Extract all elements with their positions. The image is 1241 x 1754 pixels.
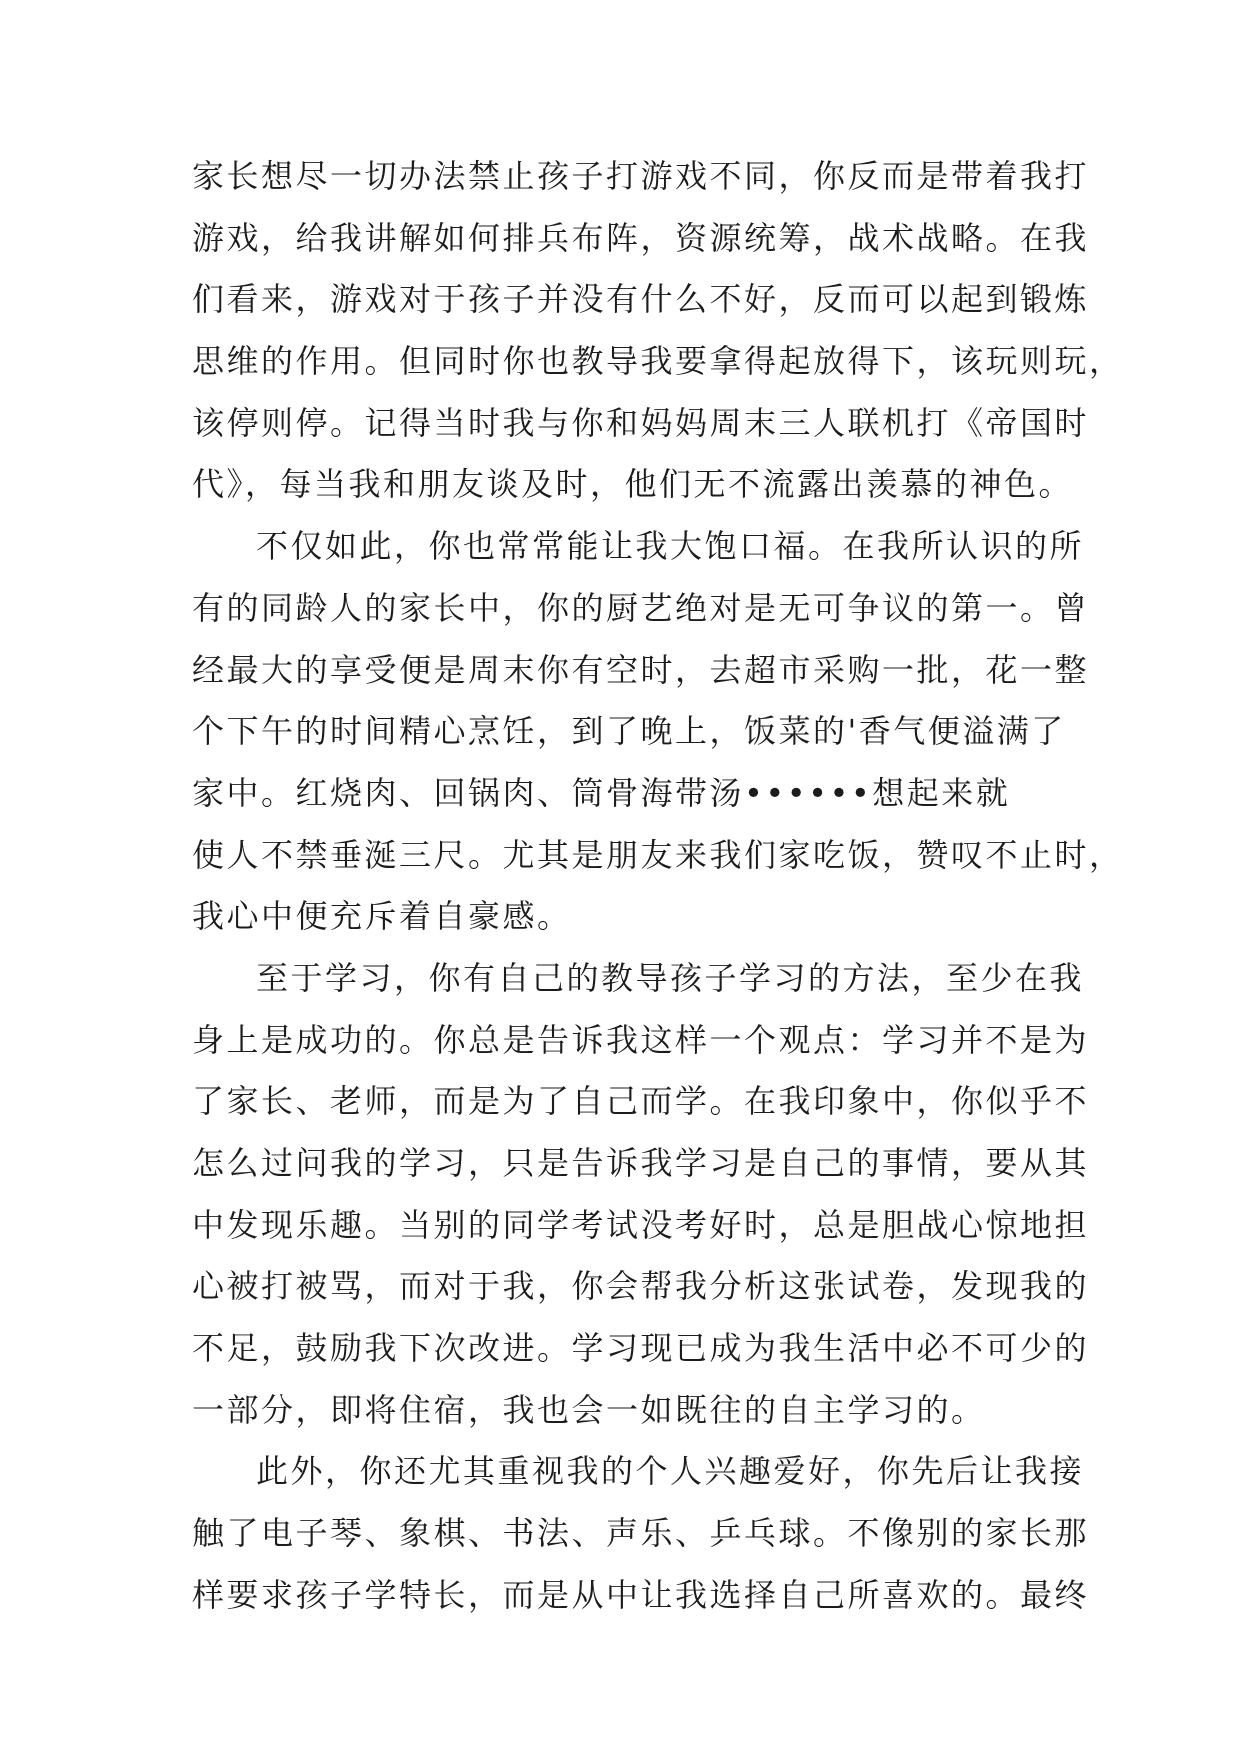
paragraph-1-line-3: 们看来，游戏对于孩子并没有什么不好，反而可以起到锻炼 — [192, 280, 1090, 319]
paragraph-4-line-1: 此外，你还尤其重视我的个人兴趣爱好，你先后让我接 — [256, 1452, 1085, 1491]
paragraph-3-line-3: 了家长、老师，而是为了自己而学。在我印象中，你似乎不 — [192, 1082, 1090, 1121]
paragraph-4-line-3: 样要求孩子学特长，而是从中让我选择自己所喜欢的。最终 — [192, 1575, 1090, 1614]
paragraph-1-line-6: 代》，每当我和朋友谈及时，他们无不流露出羡慕的神色。 — [192, 465, 1074, 504]
paragraph-3-line-2: 身上是成功的。你总是告诉我这样一个观点：学习并不是为 — [192, 1020, 1090, 1059]
paragraph-2-line-3: 经最大的享受便是周末你有空时，去超市采购一批，花一整 — [192, 650, 1090, 689]
paragraph-2-line-5: 家中。红烧肉、回锅肉、筒骨海带汤••••••想起来就 — [192, 773, 1011, 812]
paragraph-1-line-4: 思维的作用。但同时你也教导我要拿得起放得下，该玩则玩， — [192, 342, 1124, 381]
paragraph-3-line-7: 不足，鼓励我下次改进。学习现已成为我生活中必不可少的 — [192, 1329, 1090, 1368]
paragraph-2-line-6: 使人不禁垂涎三尺。尤其是朋友来我们家吃饭，赞叹不止时， — [192, 835, 1124, 874]
paragraph-3-line-1: 至于学习，你有自己的教导孩子学习的方法，至少在我 — [256, 958, 1085, 997]
paragraph-3-line-8: 一部分，即将住宿，我也会一如既往的自主学习的。 — [192, 1390, 986, 1429]
paragraph-2-line-4: 个下午的时间精心烹饪，到了晚上，饭菜的'香气便溢满了 — [192, 712, 1066, 751]
paragraph-2-line-1: 不仅如此，你也常常能让我大饱口福。在我所认识的所 — [256, 527, 1085, 566]
paragraph-1-line-5: 该停则停。记得当时我与你和妈妈周末三人联机打《帝国时 — [192, 403, 1090, 442]
paragraph-1-line-2: 游戏，给我讲解如何排兵布阵，资源统筹，战术战略。在我 — [192, 218, 1090, 257]
paragraph-2-line-2: 有的同龄人的家长中，你的厨艺绝对是无可争议的第一。曾 — [192, 588, 1090, 627]
paragraph-4-line-2: 触了电子琴、象棋、书法、声乐、乒乓球。不像别的家长那 — [192, 1514, 1090, 1553]
paragraph-3-line-5: 中发现乐趣。当别的同学考试没考好时，总是胆战心惊地担 — [192, 1205, 1090, 1244]
paragraph-1-line-1: 家长想尽一切办法禁止孩子打游戏不同，你反而是带着我打 — [192, 157, 1090, 195]
paragraph-3-line-4: 怎么过问我的学习，只是告诉我学习是自己的事情，要从其 — [192, 1144, 1090, 1182]
paragraph-3-line-6: 心被打被骂，而对于我，你会帮我分析这张试卷，发现我的 — [192, 1267, 1090, 1306]
paragraph-2-line-7: 我心中便充斥着自豪感。 — [192, 897, 572, 936]
body-text — [192, 146, 1124, 1627]
